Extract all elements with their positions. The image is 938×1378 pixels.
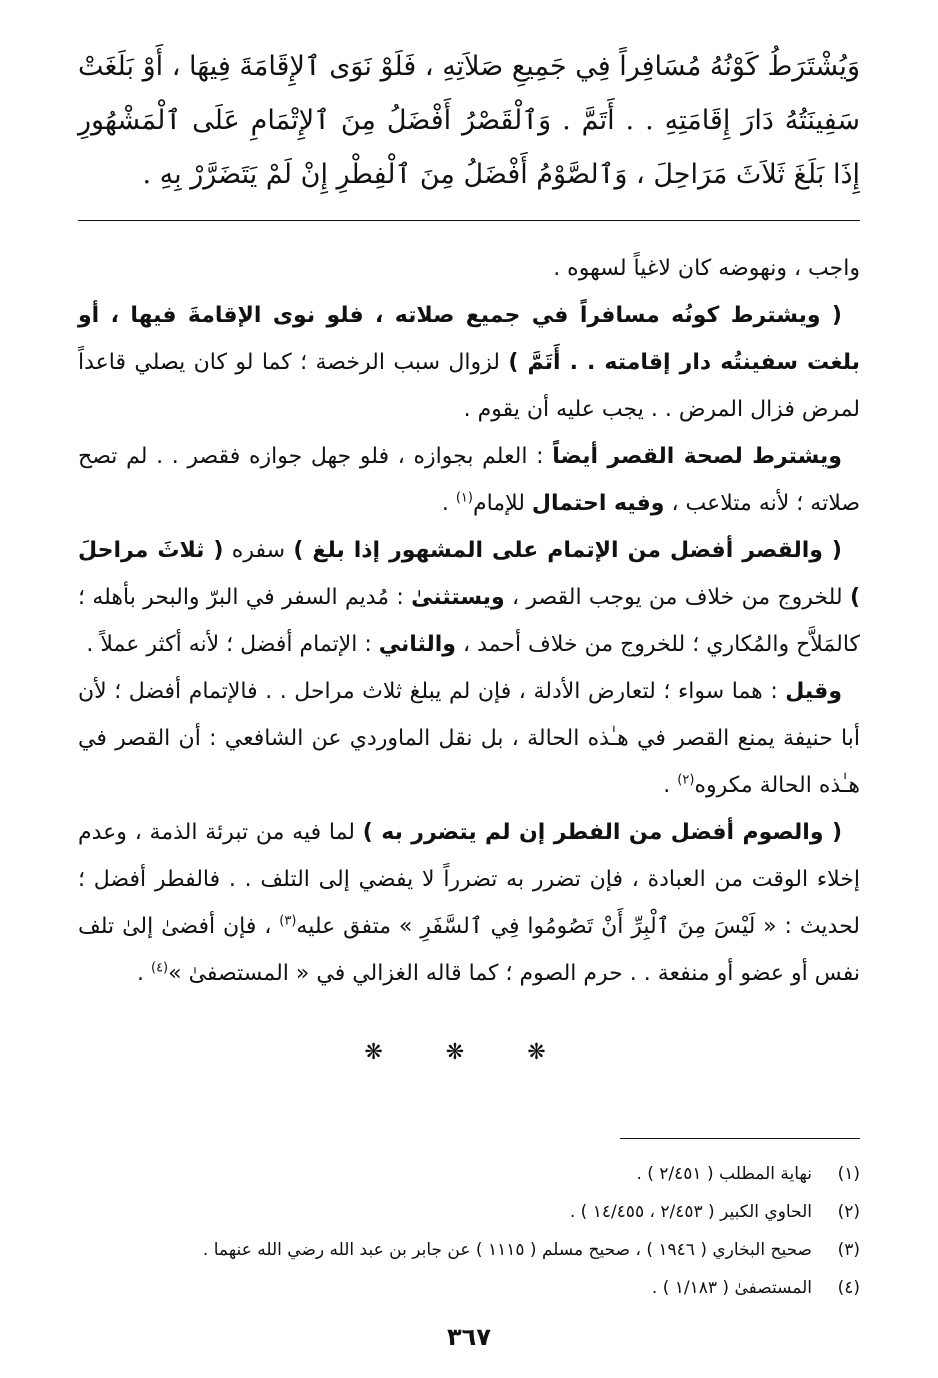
footnote-separator-line xyxy=(620,1138,860,1139)
sharh-text: . xyxy=(136,961,151,986)
footnotes-section xyxy=(78,1155,860,1307)
footnote-ref-1[interactable]: (١) xyxy=(455,490,473,506)
sharh-text: : مُديم السفر في البرّ والبحر بأهله ؛ كالمَلاَّح والمُكاري ؛ للخروج من خلاف أحمد ، xyxy=(78,585,860,657)
sharh-text: : الإتمام أفضل ؛ لأنه أكثر عملاً . xyxy=(86,632,379,657)
sharh-text: ، فإن أفضىٰ إلىٰ تلف نفس أو عضو أو منفعة . . حرم الصوم ؛ كما قاله الغزالي في « المستصفىٰ » xyxy=(78,914,860,986)
footnote-ref-4[interactable]: (٤) xyxy=(150,960,169,976)
footnote-text: المستصفىٰ ( ١/١٨٣ ) . xyxy=(651,1278,812,1298)
sharh-paragraph-1 xyxy=(78,245,860,292)
sharh-text: . xyxy=(663,773,678,798)
sharh-text: سفره xyxy=(223,538,294,563)
sharh-paragraph-2 xyxy=(78,292,860,433)
footnote-1 xyxy=(78,1155,860,1193)
footnote-3 xyxy=(78,1231,860,1269)
footnote-number: (٢) xyxy=(837,1202,860,1222)
matn-separator-line xyxy=(78,220,860,221)
page-number: ٣٦٧ xyxy=(447,1323,491,1351)
footnote-2 xyxy=(78,1193,860,1231)
sharh-text: واجب ، ونهوضه كان لاغياً لسهوه . xyxy=(553,256,860,281)
footnote-text: نهاية المطلب ( ٢/٤٥١ ) . xyxy=(636,1164,812,1184)
matn-quote: ( ويشترط كونُه مسافراً في جميع صلاته ، فلو نوى الإقامةَ فيها ، أو بلغت سفينتُه دار إقامته . . أَتَمَّ ) xyxy=(78,303,860,375)
sharh-text: للإمام xyxy=(472,491,532,516)
sharh-paragraph-6 xyxy=(78,809,860,997)
matn-quote: ( والقصر أفضل من الإتمام على المشهور إذا بلغ ) xyxy=(293,538,842,563)
matn-quote: ( والصوم أفضل من الفطر إن لم يتضرر به ) xyxy=(362,820,843,845)
footnote-ref-2[interactable]: (٢) xyxy=(677,772,695,788)
footnote-number: (٤) xyxy=(837,1278,860,1298)
bold-term: ويشترط لصحة القصر أيضاً xyxy=(552,444,842,469)
matn-quote: ( ثلاثَ مراحلَ ) xyxy=(78,538,860,610)
bold-term: والثاني xyxy=(378,632,456,657)
sharh-text: للخروج من خلاف من يوجب القصر ، xyxy=(504,585,850,610)
sharh-paragraph-3 xyxy=(78,433,860,527)
sharh-text: لما فيه من تبرئة الذمة ، وعدم إخلاء الوقت من العبادة ، فإن تضرر به تضرراً لا يفضي إلى التلف . . فالفطر أفضل ؛ لحديث : « لَيْسَ مِنَ ٱلْبِرِّ أَنْ تَصُومُوا فِي ٱلسَّفَرِ » متفق عليه xyxy=(78,820,860,939)
matn-text-block xyxy=(78,40,860,202)
sharh-text: : هما سواء ؛ لتعارض الأدلة ، فإن لم يبلغ ثلاث مراحل . . فالإتمام أفضل ؛ لأن أبا حنيفة يمنع القصر في هـٰذه الحالة ، بل نقل الماوردي عن الشافعي : أن القصر في هـٰذه الحالة مكروه xyxy=(78,679,860,798)
bold-term: وفيه احتمال xyxy=(531,491,665,516)
sharh-commentary xyxy=(78,245,860,997)
footnote-text: صحيح البخاري ( ١٩٤٦ ) ، صحيح مسلم ( ١١١٥ ) عن جابر بن عبد الله رضي الله عنهما . xyxy=(202,1240,812,1260)
sharh-text: لزوال سبب الرخصة ؛ كما لو كان يصلي قاعداً لمرض فزال المرض . . يجب عليه أن يقوم . xyxy=(78,350,860,422)
footnote-ref-3[interactable]: (٣) xyxy=(279,913,297,929)
section-separator-stars: ❋ ❋ ❋ xyxy=(364,1040,574,1065)
footnote-text: الحاوي الكبير ( ٢/٤٥٣ ، ١٤/٤٥٥ ) . xyxy=(569,1202,812,1222)
sharh-text: . xyxy=(441,491,456,516)
matn-paragraph: وَيُشْتَرَطُ كَوْنُهُ مُسَافِراً فِي جَمِيعِ صَلاَتِهِ ، فَلَوْ نَوَى ٱلإِقَامَةَ فِيهَا ، أَوْ بَلَغَتْ سَفِينَتُهُ دَارَ إِقَامَتِهِ . . أَتَمَّ . وَٱلْقَصْرُ أَفْضَلُ مِنَ ٱلإِتْمَامِ عَلَى ٱلْمَشْهُورِ إِذَا بَلَغَ ثَلاَثَ مَرَاحِلَ ، وَٱلصَّوْمُ أَفْضَلُ مِنَ ٱلْفِطْرِ إِنْ لَمْ يَتَضَرَّرْ بِهِ . xyxy=(78,51,860,190)
book-page xyxy=(78,40,860,1360)
sharh-paragraph-4 xyxy=(78,527,860,668)
bold-term: ويستثنىٰ xyxy=(411,585,505,610)
footnote-4 xyxy=(78,1269,860,1307)
sharh-text: : العلم بجوازه ، فلو جهل جوازه فقصر . . لم تصح صلاته ؛ لأنه متلاعب ، xyxy=(78,444,860,516)
sharh-paragraph-5 xyxy=(78,668,860,809)
footnote-number: (٣) xyxy=(837,1240,860,1260)
bold-term: وقيل xyxy=(785,679,842,704)
footnote-number: (١) xyxy=(837,1164,860,1184)
